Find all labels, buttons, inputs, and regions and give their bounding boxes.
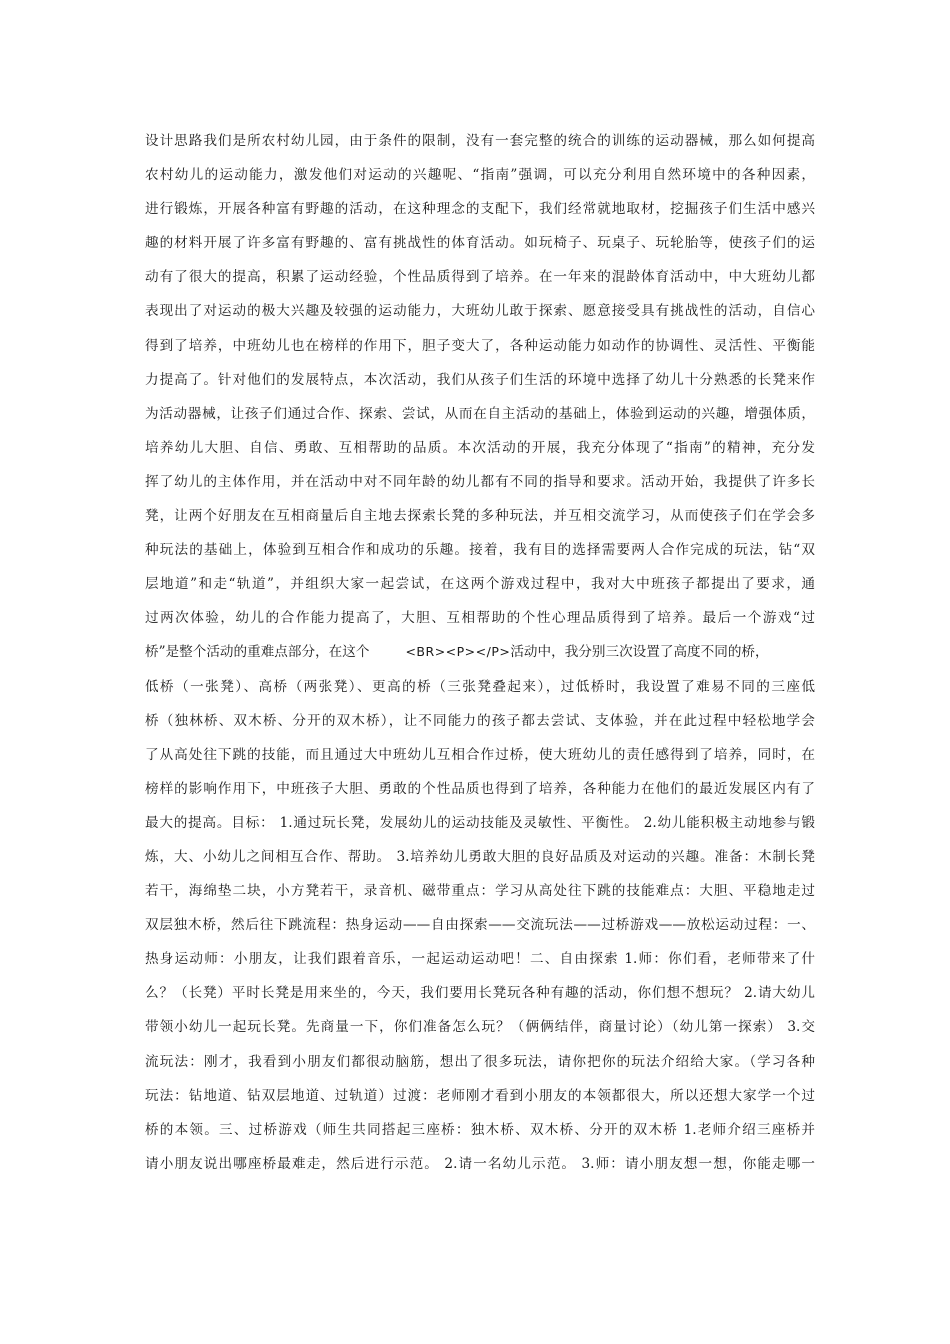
text-line: 桥（独林桥、双木桥、分开的双木桥），让不同能力的孩子都去尝试、支体验，并在此过程中轻松地学会 bbox=[145, 712, 815, 729]
text-line: 动有了很大的提高，积累了运动经验，个性品质得到了培养。在一年来的混龄体育活动中，中大班幼儿都 bbox=[145, 269, 815, 286]
text-line: 么？（长凳）平时长凳是用来坐的，今天，我们要用长凳玩各种有趣的活动，你们想不想玩？ 2.请大幼儿 bbox=[145, 985, 815, 1002]
text-line: 若干，海绵垫二块，小方凳若干，录音机、磁带重点：学习从高处往下跳的技能难点：大胆、平稳地走过 bbox=[145, 883, 815, 900]
text-line: 低桥（一张凳）、高桥（两张凳）、更高的桥（三张凳叠起来），过低桥时，我设置了难易不同的三座低 bbox=[145, 678, 815, 695]
text-line: 了从高处往下跳的技能，而且通过大中班幼儿互相合作过桥，使大班幼儿的责任感得到了培养，同时，在 bbox=[145, 746, 815, 763]
text-line: 表现出了对运动的极大兴趣及较强的运动能力，大班幼儿敢于探索、愿意接受具有挑战性的活动，自信心 bbox=[145, 303, 815, 320]
text-line: 最大的提高。目标： 1.通过玩长凳，发展幼儿的运动技能及灵敏性、平衡性。 2.幼儿能积极主动地参与锻 bbox=[145, 814, 815, 831]
text-line: 进行锻炼，开展各种富有野趣的活动，在这种理念的支配下，我们经常就地取材，挖掘孩子们生活中感兴 bbox=[145, 201, 815, 218]
text-line: 带领小幼儿一起玩长凳。先商量一下，你们准备怎么玩？（俩俩结伴，商量讨论）（幼儿第一探索） 3.交 bbox=[145, 1019, 815, 1036]
text-line: 力提高了。针对他们的发展特点，本次活动，我们从孩子们生活的环境中选择了幼儿十分熟悉的长凳来作 bbox=[145, 371, 815, 388]
text-line: 热身运动师：小朋友，让我们跟着音乐，一起运动运动吧！二、自由探索 1.师：你们看，老师带来了什 bbox=[145, 951, 815, 968]
text-line: 凳，让两个好朋友在互相商量后自主地去探索长凳的多种玩法，并互相交流学习，从而使孩子们在学会多 bbox=[145, 508, 815, 525]
text-line: 桥的本领。三、过桥游戏（师生共同搭起三座桥：独木桥、双木桥、分开的双木桥 1.老师介绍三座桥并 bbox=[145, 1121, 815, 1138]
text-line: 榜样的影响作用下，中班孩子大胆、勇敢的个性品质也得到了培养，各种能力在他们的最近发展区内有了 bbox=[145, 780, 815, 797]
text-line-with-tag bbox=[145, 635, 815, 669]
text-line: 设计思路我们是所农村幼儿园，由于条件的限制，没有一套完整的统合的训练的运动器械，那么如何提高 bbox=[145, 133, 815, 149]
text-line: 培养幼儿大胆、自信、勇敢、互相帮助的品质。本次活动的开展，我充分体现了“指南”的精神，充分发 bbox=[145, 439, 815, 456]
text-line: 为活动器械，让孩子们通过合作、探索、尝试，从而在自主活动的基础上，体验到运动的兴趣，增强体质， bbox=[145, 405, 815, 422]
text-line: 流玩法：刚才，我看到小朋友们都很动脑筋，想出了很多玩法，请你把你的玩法介绍给大家。（学习各种 bbox=[145, 1053, 815, 1070]
text-line: 炼，大、小幼儿之间相互合作、帮助。 3.培养幼儿勇敢大胆的良好品质及对运动的兴趣。准备：木制长凳 bbox=[145, 848, 815, 865]
text-line: 过两次体验，幼儿的合作能力提高了，大胆、互相帮助的个性心理品质得到了培养。最后一个游戏“过 bbox=[145, 610, 815, 627]
tag-line-markup: <BR><P></P> bbox=[405, 644, 511, 660]
text-line: 双层独木桥，然后往下跳流程：热身运动——自由探索——交流玩法——过桥游戏——放松运动过程：一、 bbox=[145, 917, 815, 934]
text-line: 得到了培养，中班幼儿也在榜样的作用下，胆子变大了，各种运动能力如动作的协调性、灵活性、平衡能 bbox=[145, 337, 815, 354]
text-line: 趣的材料开展了许多富有野趣的、富有挑战性的体育活动。如玩椅子、玩桌子、玩轮胎等，使孩子们的运 bbox=[145, 235, 815, 252]
text-line: 种玩法的基础上，体验到互相合作和成功的乐趣。接着，我有目的选择需要两人合作完成的玩法，钻“双 bbox=[145, 542, 815, 559]
document-body bbox=[145, 124, 815, 1181]
text-line: 层地道”和走“轨道”，并组织大家一起尝试，在这两个游戏过程中，我对大中班孩子都提出了要求，通 bbox=[145, 576, 815, 593]
text-line: 挥了幼儿的主体作用，并在活动中对不同年龄的幼儿都有不同的指导和要求。活动开始，我提供了许多长 bbox=[145, 473, 815, 490]
text-line: 玩法：钻地道、钻双层地道、过轨道）过渡：老师刚才看到小朋友的本领都很大，所以还想大家学一个过 bbox=[145, 1087, 815, 1104]
text-line: 农村幼儿的运动能力，激发他们对运动的兴趣呢、“指南”强调，可以充分利用自然环境中的各种因素， bbox=[145, 167, 815, 184]
tag-line-before: 桥”是整个活动的重难点部分，在这个 bbox=[145, 644, 370, 661]
text-line: 请小朋友说出哪座桥最难走，然后进行示范。 2.请一名幼儿示范。 3.师：请小朋友想一想，你能走哪一 bbox=[145, 1155, 815, 1172]
tag-line-after: 活动中，我分别三次设置了高度不同的桥， bbox=[510, 644, 769, 661]
